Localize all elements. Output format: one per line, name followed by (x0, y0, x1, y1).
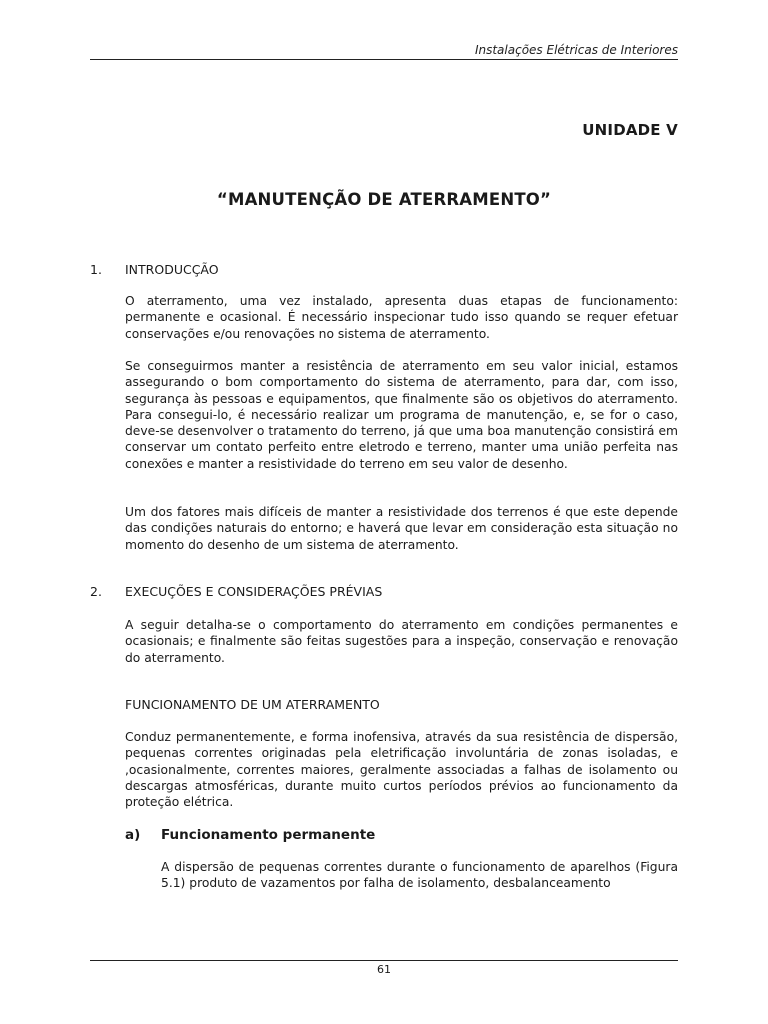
intro-paragraph-1: O aterramento, uma vez instalado, apresenta duas etapas de funcionamento: permanente e ocasional. É necessário inspecionar tudo isso quando se requer efetuar conservações e/ou renovações no sistema de aterramento. (125, 294, 678, 341)
subsection-paragraph: Conduz permanentemente, e forma inofensiva, através da sua resistência de dispersão, pequenas correntes originadas pela eletrificação involuntária de zonas isoladas, e ,ocasionalmente, correntes maiores, geralmente associadas a falhas de isolamento ou descargas atmosféricas, durante muito curtos períodos prévios ao funcionamento da proteção elétrica. (125, 730, 678, 810)
running-header: Instalações Elétricas de Interiores (474, 43, 678, 57)
subsection-heading: FUNCIONAMENTO DE UM ATERRAMENTO (125, 697, 380, 712)
item-label: a) (125, 827, 141, 843)
page-title: “MANUTENÇÃO DE ATERRAMENTO” (216, 190, 552, 209)
item-title: Funcionamento permanente (161, 827, 376, 843)
section-2-paragraph: A seguir detalha-se o comportamento do aterramento em condições permanentes e ocasionais; e finalmente são feitas sugestões para a inspeção, conservação e renovação do aterramento. (125, 618, 678, 665)
section-title: INTRODUCÇÃO (125, 262, 219, 277)
page-number: 61 (377, 963, 391, 976)
section-title: EXECUÇÕES E CONSIDERAÇÕES PRÉVIAS (125, 584, 383, 599)
intro-paragraph-3: Um dos fatores mais difíceis de manter a resistividade dos terrenos é que este depende das condições naturais do entorno; e haverá que levar em consideração esta situação no momento do desenho de um sistema de aterramento. (125, 505, 678, 552)
unit-label: UNIDADE V (582, 121, 678, 139)
header-rule (90, 59, 678, 60)
section-number: 2. (90, 584, 102, 599)
item-a-paragraph: A dispersão de pequenas correntes durante o funcionamento de aparelhos (Figura 5.1) produto de vazamentos por falha de isolamento, desbalanceamento (161, 860, 678, 891)
section-number: 1. (90, 262, 102, 277)
footer-rule (90, 960, 678, 961)
intro-paragraph-2: Se conseguirmos manter a resistência de aterramento em seu valor inicial, estamos assegurando o bom comportamento do sistema de aterramento, para dar, com isso, segurança às pessoas e equipamentos, que finalmente são os objetivos do aterramento. Para consegui-lo, é necessário realizar um programa de manutenção, e, se for o caso, deve-se desenvolver o tratamento do terreno, já que uma boa manutenção consistirá em conservar um contato perfeito entre eletrodo e terreno, manter uma união perfeita nas conexões e manter a resistividade do terreno em seu valor de desenho. (125, 359, 678, 471)
